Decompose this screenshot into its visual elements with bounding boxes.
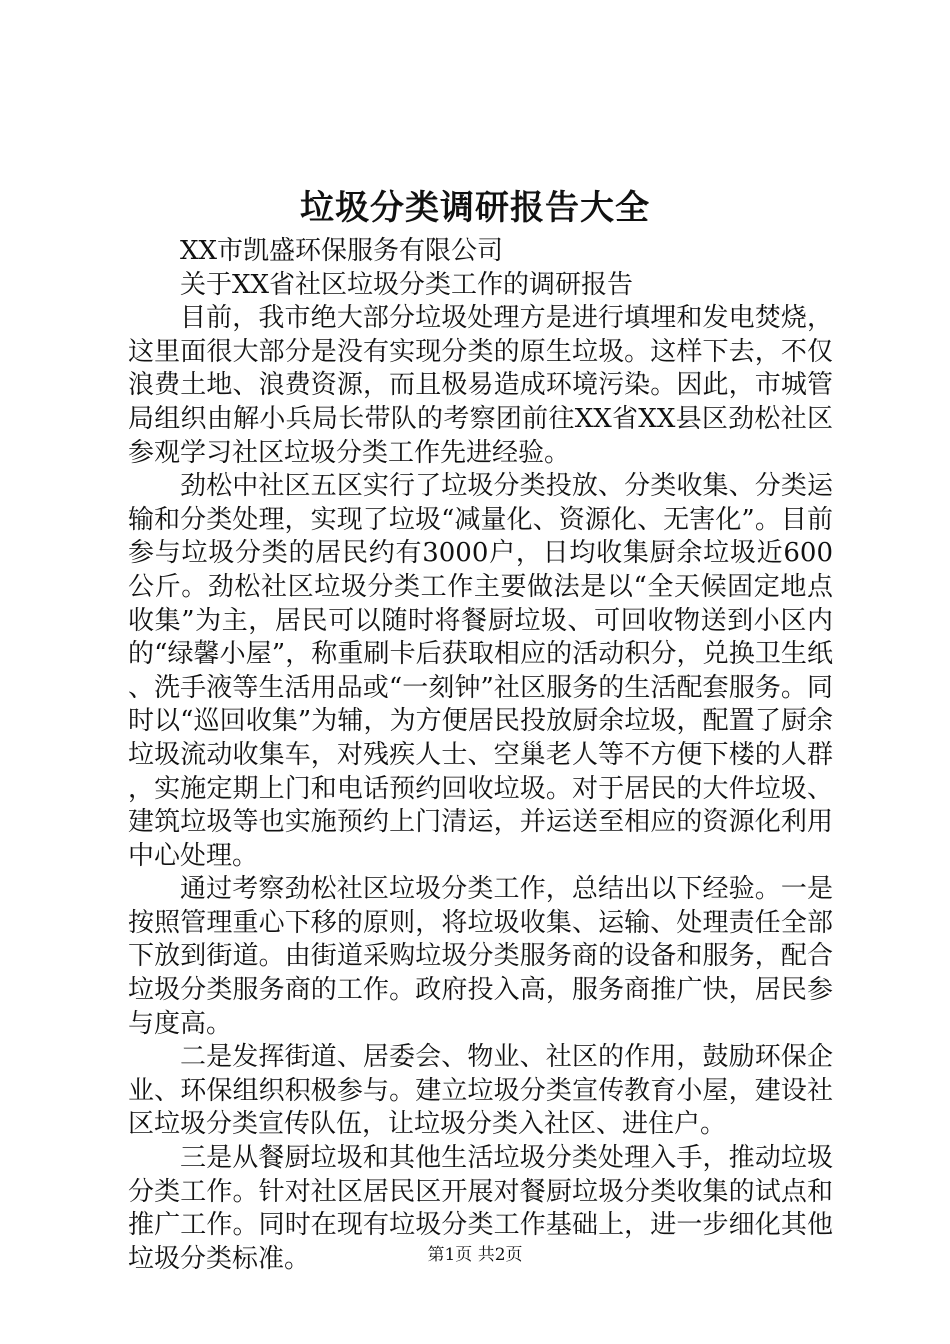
- paragraph-experience-three: 三是从餐厨垃圾和其他生活垃圾分类处理入手，推动垃圾分类工作。针对社区居民区开展对餐厨垃圾分类收集的试点和推广工作。同时在现有垃圾分类工作基础上，进一步细化其他垃圾分类标准。: [128, 1143, 833, 1274]
- paragraph-experience-one: 通过考察劲松社区垃圾分类工作，总结出以下经验。一是按照管理重心下移的原则，将垃圾收集、运输、处理责任全部下放到街道。由街道采购垃圾分类服务商的设备和服务，配合垃圾分类服务商的工作。政府投入高，服务商推广快，居民参与度高。: [128, 874, 833, 1039]
- paragraph-experience-two: 二是发挥街道、居委会、物业、社区的作用，鼓励环保企业、环保组织积极参与。建立垃圾分类宣传教育小屋，建设社区垃圾分类宣传队伍，让垃圾分类入社区、进住户。: [128, 1042, 833, 1140]
- page-footer: 第1页 共2页: [427, 1245, 523, 1265]
- paragraph-jinsong-practice: 劲松中社区五区实行了垃圾分类投放、分类收集、分类运输和分类处理，实现了垃圾“减量化、资源化、无害化”。目前参与垃圾分类的居民约有3000户，日均收集厨余垃圾近600公斤。劲松社区垃圾分类工作主要做法是以“全天候固定地点收集”为主，居民可以随时将餐厨垃圾、可回收物送到小区内的“绿馨小屋”，称重刷卡后获取相应的活动积分，兑换卫生纸、洗手液等生活用品或“一刻钟”社区服务的生活配套服务。同时以“巡回收集”为辅，为方便居民投放厨余垃圾，配置了厨余垃圾流动收集车，对残疾人士、空巢老人等不方便下楼的人群，实施定期上门和电话预约回收垃圾。对于居民的大件垃圾、建筑垃圾等也实施预约上门清运，并运送至相应的资源化利用中心处理。: [128, 471, 833, 871]
- report-subtitle: 关于XX省社区垃圾分类工作的调研报告: [180, 269, 634, 300]
- document-title: 垃圾分类调研报告大全: [300, 188, 650, 228]
- document-body: [128, 235, 833, 1276]
- paragraph-intro: 目前，我市绝大部分垃圾处理方是进行填埋和发电焚烧，这里面很大部分是没有实现分类的原生垃圾。这样下去，不仅浪费土地、浪费资源，而且极易造成环境污染。因此，市城管局组织由解小兵局长带队的考察团前往XX省XX县区劲松社区参观学习社区垃圾分类工作先进经验。: [128, 303, 833, 468]
- company-line: XX市凯盛环保服务有限公司: [180, 236, 504, 266]
